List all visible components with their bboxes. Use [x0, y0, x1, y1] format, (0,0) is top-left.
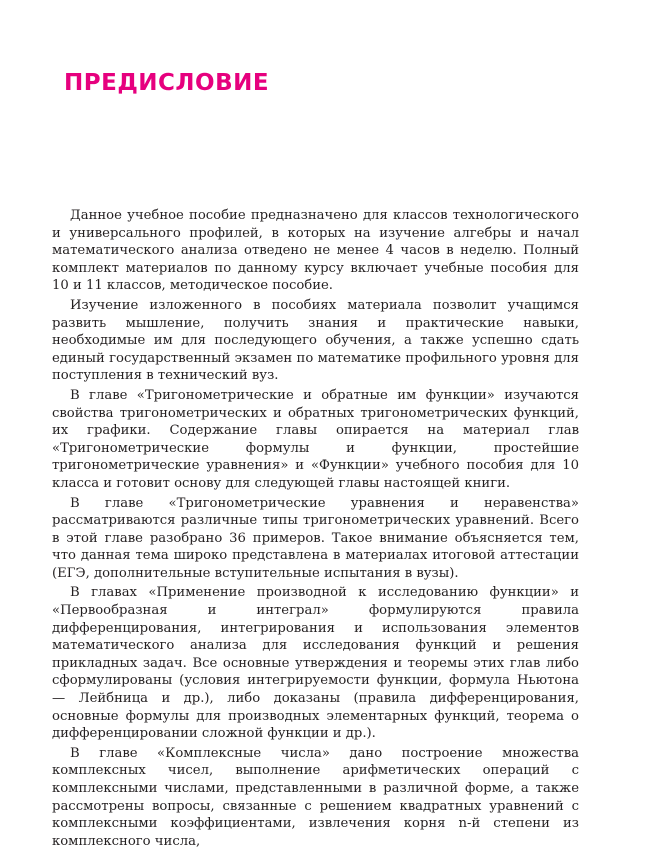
paragraph-1: Данное учебное пособие предназначено для классов технологического и универсального профилей, в которых на изучение алгебры и начал математического анализа отведено не менее 4 часов в неделю. Полный комплект материалов по данному курсу включает учебные пособия для 10 и 11 классов, методическое пособие. — [52, 208, 579, 294]
preface-body — [52, 207, 579, 850]
paragraph-3: В главе «Тригонометрические и обратные им функции» изучаются свойства тригонометрических и обратных тригонометрических функций, их графики. Содержание главы опирается на материал глав «Тригонометрические формулы и функции, простейшие тригонометрические уравнения» и «Функции» учебного пособия для 10 класса и готовит основу для следующей главы настоящей книги. — [52, 387, 579, 491]
paragraph-2: Изучение изложенного в пособиях материала позволит учащимся развить мышление, получить знания и практические навыки, необходимые им для последующего обучения, а также успешно сдать единый государственный экзамен по математике профильного уровня для поступления в технический вуз. — [52, 297, 579, 384]
page-title: ПРЕДИСЛОВИЕ — [64, 70, 270, 96]
paragraph-6: В главе «Комплексные числа» дано построение множества комплексных чисел, выполнение арифметических операций с комплексными числами, представленными в различной форме, а также рассмотрены вопросы, связанные с решением квадратных уравнений с комплексными коэффициентами, извлечения корня n-й степени из комплексного числа, — [52, 745, 579, 849]
paragraph-5: В главах «Применение производной к исследованию функции» и «Первообразная и интеграл» формулируются правила дифференцирования, интегрирования и использования элементов математического анализа для исследования функций и решения прикладных задач. Все основные утверждения и теоремы этих глав либо сформулированы (условия интегрируемости функции, формула Ньютона — Лейбница и др.), либо доказаны (правила дифференцирования, основные формулы для производных элементарных функций, теорема о дифференцировании сложной функции и др.). — [52, 585, 579, 742]
paragraph-4: В главе «Тригонометрические уравнения и неравенства» рассматриваются различные типы тригонометрических уравнений. Всего в этой главе разобрано 36 примеров. Такое внимание объясняется тем, что данная тема широко представлена в материалах итоговой аттестации (ЕГЭ, дополнительные вступительные испытания в вузы). — [52, 495, 579, 581]
